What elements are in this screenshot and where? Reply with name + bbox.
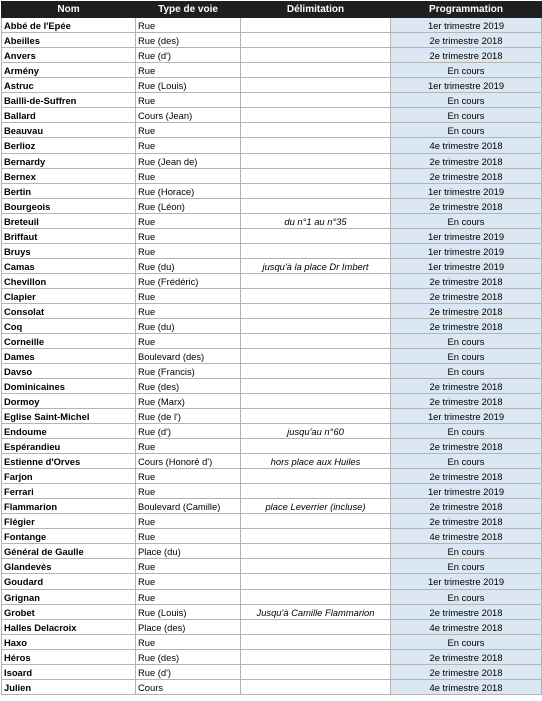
cell-nom[interactable]: Eglise Saint-Michel — [2, 409, 136, 424]
cell-nom[interactable]: Fontange — [2, 529, 136, 544]
cell-type-de-voie[interactable]: Rue — [136, 229, 241, 244]
table-row — [2, 154, 542, 169]
cell-programmation[interactable]: En cours — [391, 123, 542, 138]
cell-delimitation[interactable] — [241, 665, 391, 680]
table-row — [2, 469, 542, 484]
cell-programmation[interactable]: 2e trimestre 2018 — [391, 469, 542, 484]
table-row — [2, 514, 542, 529]
cell-nom[interactable]: Astruc — [2, 78, 136, 93]
cell-type-de-voie[interactable]: Rue (Jean de) — [136, 154, 241, 169]
cell-nom[interactable]: Armény — [2, 63, 136, 78]
cell-nom[interactable]: Dames — [2, 349, 136, 364]
table-row — [2, 18, 542, 33]
cell-type-de-voie[interactable]: Rue — [136, 334, 241, 349]
table-row — [2, 559, 542, 574]
cell-delimitation[interactable] — [241, 484, 391, 499]
cell-delimitation[interactable] — [241, 559, 391, 574]
cell-delimitation[interactable] — [241, 33, 391, 48]
cell-type-de-voie[interactable]: Rue (des) — [136, 379, 241, 394]
cell-programmation[interactable]: 4e trimestre 2018 — [391, 680, 542, 695]
cell-programmation[interactable]: 2e trimestre 2018 — [391, 304, 542, 319]
cell-delimitation[interactable] — [241, 274, 391, 289]
table-row — [2, 304, 542, 319]
cell-type-de-voie[interactable]: Rue — [136, 123, 241, 138]
cell-programmation[interactable]: 2e trimestre 2018 — [391, 605, 542, 620]
table-row — [2, 680, 542, 695]
cell-delimitation[interactable] — [241, 364, 391, 379]
table-row — [2, 529, 542, 544]
header-delimitation[interactable]: Délimitation — [241, 2, 391, 18]
cell-nom[interactable]: Bourgeois — [2, 199, 136, 214]
cell-type-de-voie[interactable]: Rue — [136, 18, 241, 33]
cell-delimitation[interactable] — [241, 78, 391, 93]
cell-programmation[interactable]: 2e trimestre 2018 — [391, 169, 542, 184]
cell-type-de-voie[interactable]: Rue (Louis) — [136, 78, 241, 93]
table-row — [2, 590, 542, 605]
cell-programmation[interactable]: 2e trimestre 2018 — [391, 48, 542, 63]
cell-nom[interactable]: Anvers — [2, 48, 136, 63]
cell-delimitation[interactable] — [241, 650, 391, 665]
cell-nom[interactable]: Espérandieu — [2, 439, 136, 454]
table-row — [2, 454, 542, 469]
cell-programmation[interactable]: 1er trimestre 2019 — [391, 78, 542, 93]
cell-nom[interactable]: Camas — [2, 259, 136, 274]
cell-nom[interactable]: Breteuil — [2, 214, 136, 229]
table-row — [2, 544, 542, 559]
cell-type-de-voie[interactable]: Rue — [136, 559, 241, 574]
cell-type-de-voie[interactable]: Rue — [136, 169, 241, 184]
cell-type-de-voie[interactable]: Rue — [136, 138, 241, 154]
cell-delimitation[interactable] — [241, 123, 391, 138]
cell-type-de-voie[interactable]: Rue (Horace) — [136, 184, 241, 199]
table-row — [2, 394, 542, 409]
cell-nom[interactable]: Clapier — [2, 289, 136, 304]
cell-nom[interactable]: Endoume — [2, 424, 136, 439]
cell-nom[interactable]: Isoard — [2, 665, 136, 680]
cell-type-de-voie[interactable]: Rue (Léon) — [136, 199, 241, 214]
cell-programmation[interactable]: En cours — [391, 334, 542, 349]
cell-type-de-voie[interactable]: Rue — [136, 469, 241, 484]
cell-nom[interactable]: Bernardy — [2, 154, 136, 169]
cell-type-de-voie[interactable]: Rue — [136, 484, 241, 499]
header-programmation[interactable]: Programmation — [391, 2, 542, 18]
cell-programmation[interactable]: En cours — [391, 108, 542, 123]
cell-nom[interactable]: Haxo — [2, 635, 136, 650]
cell-delimitation[interactable]: Jusqu'à Camille Flammarion — [241, 605, 391, 620]
table-row — [2, 123, 542, 138]
cell-delimitation[interactable] — [241, 469, 391, 484]
table-row — [2, 108, 542, 123]
table-row — [2, 184, 542, 199]
cell-delimitation[interactable] — [241, 229, 391, 244]
cell-programmation[interactable]: 2e trimestre 2018 — [391, 379, 542, 394]
cell-delimitation[interactable] — [241, 289, 391, 304]
cell-type-de-voie[interactable]: Rue — [136, 93, 241, 108]
cell-delimitation[interactable] — [241, 244, 391, 259]
cell-nom[interactable]: Chevillon — [2, 274, 136, 289]
cell-programmation[interactable]: 1er trimestre 2019 — [391, 244, 542, 259]
table-row — [2, 48, 542, 63]
cell-delimitation[interactable] — [241, 409, 391, 424]
cell-programmation[interactable]: En cours — [391, 544, 542, 559]
cell-programmation[interactable]: 4e trimestre 2018 — [391, 138, 542, 154]
cell-delimitation[interactable] — [241, 514, 391, 529]
cell-delimitation[interactable] — [241, 574, 391, 590]
cell-nom[interactable]: Général de Gaulle — [2, 544, 136, 559]
cell-type-de-voie[interactable]: Place (du) — [136, 544, 241, 559]
cell-delimitation[interactable]: jusqu'à la place Dr Imbert — [241, 259, 391, 274]
cell-programmation[interactable]: En cours — [391, 559, 542, 574]
cell-delimitation[interactable] — [241, 529, 391, 544]
cell-nom[interactable]: Bailli-de-Suffren — [2, 93, 136, 108]
cell-programmation[interactable]: 2e trimestre 2018 — [391, 650, 542, 665]
cell-nom[interactable]: Bernex — [2, 169, 136, 184]
cell-type-de-voie[interactable]: Rue (Francis) — [136, 364, 241, 379]
cell-programmation[interactable]: 2e trimestre 2018 — [391, 154, 542, 169]
cell-nom[interactable]: Flégier — [2, 514, 136, 529]
header-nom[interactable]: Nom — [2, 2, 136, 18]
cell-delimitation[interactable] — [241, 590, 391, 605]
cell-nom[interactable]: Grignan — [2, 590, 136, 605]
table-row — [2, 319, 542, 334]
header-row — [2, 2, 542, 18]
table-row — [2, 574, 542, 590]
cell-programmation[interactable]: 1er trimestre 2019 — [391, 18, 542, 33]
header-type-de-voie[interactable]: Type de voie — [136, 2, 241, 18]
cell-nom[interactable]: Ferrari — [2, 484, 136, 499]
cell-programmation[interactable]: En cours — [391, 424, 542, 439]
cell-programmation[interactable]: 2e trimestre 2018 — [391, 33, 542, 48]
cell-delimitation[interactable] — [241, 680, 391, 695]
table-row — [2, 214, 542, 229]
cell-nom[interactable]: Briffaut — [2, 229, 136, 244]
cell-programmation[interactable]: 4e trimestre 2018 — [391, 529, 542, 544]
table-row — [2, 665, 542, 680]
table-row — [2, 289, 542, 304]
cell-type-de-voie[interactable]: Rue — [136, 304, 241, 319]
streets-table — [1, 1, 542, 695]
cell-delimitation[interactable] — [241, 199, 391, 214]
cell-delimitation[interactable] — [241, 379, 391, 394]
cell-programmation[interactable]: 2e trimestre 2018 — [391, 499, 542, 514]
cell-programmation[interactable]: 2e trimestre 2018 — [391, 289, 542, 304]
cell-delimitation[interactable] — [241, 154, 391, 169]
cell-delimitation[interactable] — [241, 334, 391, 349]
cell-delimitation[interactable] — [241, 620, 391, 635]
cell-type-de-voie[interactable]: Rue — [136, 574, 241, 590]
cell-type-de-voie[interactable]: Rue (de l') — [136, 409, 241, 424]
cell-type-de-voie[interactable]: Rue — [136, 590, 241, 605]
cell-type-de-voie[interactable]: Rue (du) — [136, 319, 241, 334]
cell-programmation[interactable]: 2e trimestre 2018 — [391, 274, 542, 289]
cell-delimitation[interactable]: jusqu'au n°60 — [241, 424, 391, 439]
cell-nom[interactable]: Abbé de l'Epée — [2, 18, 136, 33]
cell-type-de-voie[interactable]: Boulevard (Camille) — [136, 499, 241, 514]
cell-delimitation[interactable] — [241, 319, 391, 334]
cell-delimitation[interactable] — [241, 394, 391, 409]
cell-type-de-voie[interactable]: Rue — [136, 635, 241, 650]
table-row — [2, 424, 542, 439]
cell-programmation[interactable]: 1er trimestre 2019 — [391, 484, 542, 499]
cell-nom[interactable]: Bruys — [2, 244, 136, 259]
cell-delimitation[interactable] — [241, 304, 391, 319]
cell-type-de-voie[interactable]: Rue (Louis) — [136, 605, 241, 620]
cell-delimitation[interactable] — [241, 138, 391, 154]
cell-nom[interactable]: Farjon — [2, 469, 136, 484]
cell-type-de-voie[interactable]: Cours — [136, 680, 241, 695]
cell-type-de-voie[interactable]: Rue — [136, 244, 241, 259]
table-row — [2, 169, 542, 184]
cell-programmation[interactable]: 2e trimestre 2018 — [391, 319, 542, 334]
cell-nom[interactable]: Glandevès — [2, 559, 136, 574]
table-row — [2, 138, 542, 154]
cell-type-de-voie[interactable]: Rue (des) — [136, 33, 241, 48]
cell-programmation[interactable]: 2e trimestre 2018 — [391, 439, 542, 454]
cell-nom[interactable]: Davso — [2, 364, 136, 379]
table-row — [2, 635, 542, 650]
cell-programmation[interactable]: 2e trimestre 2018 — [391, 514, 542, 529]
cell-nom[interactable]: Corneille — [2, 334, 136, 349]
cell-type-de-voie[interactable]: Place (des) — [136, 620, 241, 635]
cell-programmation[interactable]: 1er trimestre 2019 — [391, 184, 542, 199]
cell-programmation[interactable]: En cours — [391, 590, 542, 605]
cell-programmation[interactable]: 1er trimestre 2019 — [391, 409, 542, 424]
cell-nom[interactable]: Halles Delacroix — [2, 620, 136, 635]
cell-type-de-voie[interactable]: Rue (d') — [136, 424, 241, 439]
cell-delimitation[interactable] — [241, 108, 391, 123]
table-row — [2, 334, 542, 349]
cell-programmation[interactable]: 2e trimestre 2018 — [391, 199, 542, 214]
cell-nom[interactable]: Berlioz — [2, 138, 136, 154]
table-row — [2, 199, 542, 214]
table-header — [2, 2, 542, 18]
table-row — [2, 244, 542, 259]
cell-programmation[interactable]: En cours — [391, 93, 542, 108]
table-row — [2, 33, 542, 48]
cell-programmation[interactable]: En cours — [391, 349, 542, 364]
cell-programmation[interactable]: 2e trimestre 2018 — [391, 394, 542, 409]
cell-nom[interactable]: Héros — [2, 650, 136, 665]
cell-programmation[interactable]: En cours — [391, 63, 542, 78]
cell-programmation[interactable]: 2e trimestre 2018 — [391, 665, 542, 680]
cell-type-de-voie[interactable]: Rue — [136, 439, 241, 454]
cell-type-de-voie[interactable]: Rue (d') — [136, 665, 241, 680]
table-row — [2, 78, 542, 93]
table-row — [2, 650, 542, 665]
table-row — [2, 364, 542, 379]
cell-delimitation[interactable]: du n°1 au n°35 — [241, 214, 391, 229]
cell-type-de-voie[interactable]: Rue (du) — [136, 259, 241, 274]
table-body — [2, 18, 542, 695]
table-row — [2, 63, 542, 78]
cell-delimitation[interactable] — [241, 93, 391, 108]
cell-type-de-voie[interactable]: Rue — [136, 529, 241, 544]
table-row — [2, 274, 542, 289]
cell-nom[interactable]: Grobet — [2, 605, 136, 620]
cell-programmation[interactable]: 1er trimestre 2019 — [391, 259, 542, 274]
cell-delimitation[interactable]: place Leverrier (incluse) — [241, 499, 391, 514]
cell-nom[interactable]: Consolat — [2, 304, 136, 319]
cell-type-de-voie[interactable]: Rue (des) — [136, 650, 241, 665]
table-row — [2, 499, 542, 514]
cell-type-de-voie[interactable]: Cours (Honoré d') — [136, 454, 241, 469]
cell-type-de-voie[interactable]: Cours (Jean) — [136, 108, 241, 123]
cell-nom[interactable]: Goudard — [2, 574, 136, 590]
table-row — [2, 229, 542, 244]
cell-type-de-voie[interactable]: Rue — [136, 214, 241, 229]
cell-nom[interactable]: Abeilles — [2, 33, 136, 48]
cell-type-de-voie[interactable]: Rue (Frédéric) — [136, 274, 241, 289]
cell-programmation[interactable]: En cours — [391, 454, 542, 469]
table-row — [2, 620, 542, 635]
cell-delimitation[interactable]: hors place aux Huiles — [241, 454, 391, 469]
spreadsheet — [1, 1, 541, 695]
cell-type-de-voie[interactable]: Rue (Marx) — [136, 394, 241, 409]
cell-delimitation[interactable] — [241, 544, 391, 559]
cell-programmation[interactable]: En cours — [391, 364, 542, 379]
cell-nom[interactable]: Beauvau — [2, 123, 136, 138]
cell-delimitation[interactable] — [241, 184, 391, 199]
cell-delimitation[interactable] — [241, 635, 391, 650]
cell-nom[interactable]: Julien — [2, 680, 136, 695]
cell-programmation[interactable]: En cours — [391, 214, 542, 229]
cell-delimitation[interactable] — [241, 349, 391, 364]
table-row — [2, 259, 542, 274]
cell-type-de-voie[interactable]: Rue — [136, 289, 241, 304]
table-row — [2, 409, 542, 424]
cell-delimitation[interactable] — [241, 439, 391, 454]
cell-programmation[interactable]: 1er trimestre 2019 — [391, 574, 542, 590]
table-row — [2, 379, 542, 394]
cell-delimitation[interactable] — [241, 18, 391, 33]
cell-delimitation[interactable] — [241, 48, 391, 63]
cell-nom[interactable]: Dominicaines — [2, 379, 136, 394]
cell-delimitation[interactable] — [241, 169, 391, 184]
cell-nom[interactable]: Flammarion — [2, 499, 136, 514]
cell-nom[interactable]: Ballard — [2, 108, 136, 123]
cell-type-de-voie[interactable]: Rue — [136, 514, 241, 529]
cell-nom[interactable]: Coq — [2, 319, 136, 334]
cell-nom[interactable]: Estienne d'Orves — [2, 454, 136, 469]
cell-programmation[interactable]: En cours — [391, 635, 542, 650]
cell-type-de-voie[interactable]: Boulevard (des) — [136, 349, 241, 364]
cell-type-de-voie[interactable]: Rue (d') — [136, 48, 241, 63]
cell-nom[interactable]: Bertin — [2, 184, 136, 199]
table-row — [2, 349, 542, 364]
table-row — [2, 484, 542, 499]
cell-programmation[interactable]: 4e trimestre 2018 — [391, 620, 542, 635]
table-row — [2, 439, 542, 454]
cell-nom[interactable]: Dormoy — [2, 394, 136, 409]
cell-type-de-voie[interactable]: Rue — [136, 63, 241, 78]
table-row — [2, 93, 542, 108]
cell-delimitation[interactable] — [241, 63, 391, 78]
cell-programmation[interactable]: 1er trimestre 2019 — [391, 229, 542, 244]
table-row — [2, 605, 542, 620]
